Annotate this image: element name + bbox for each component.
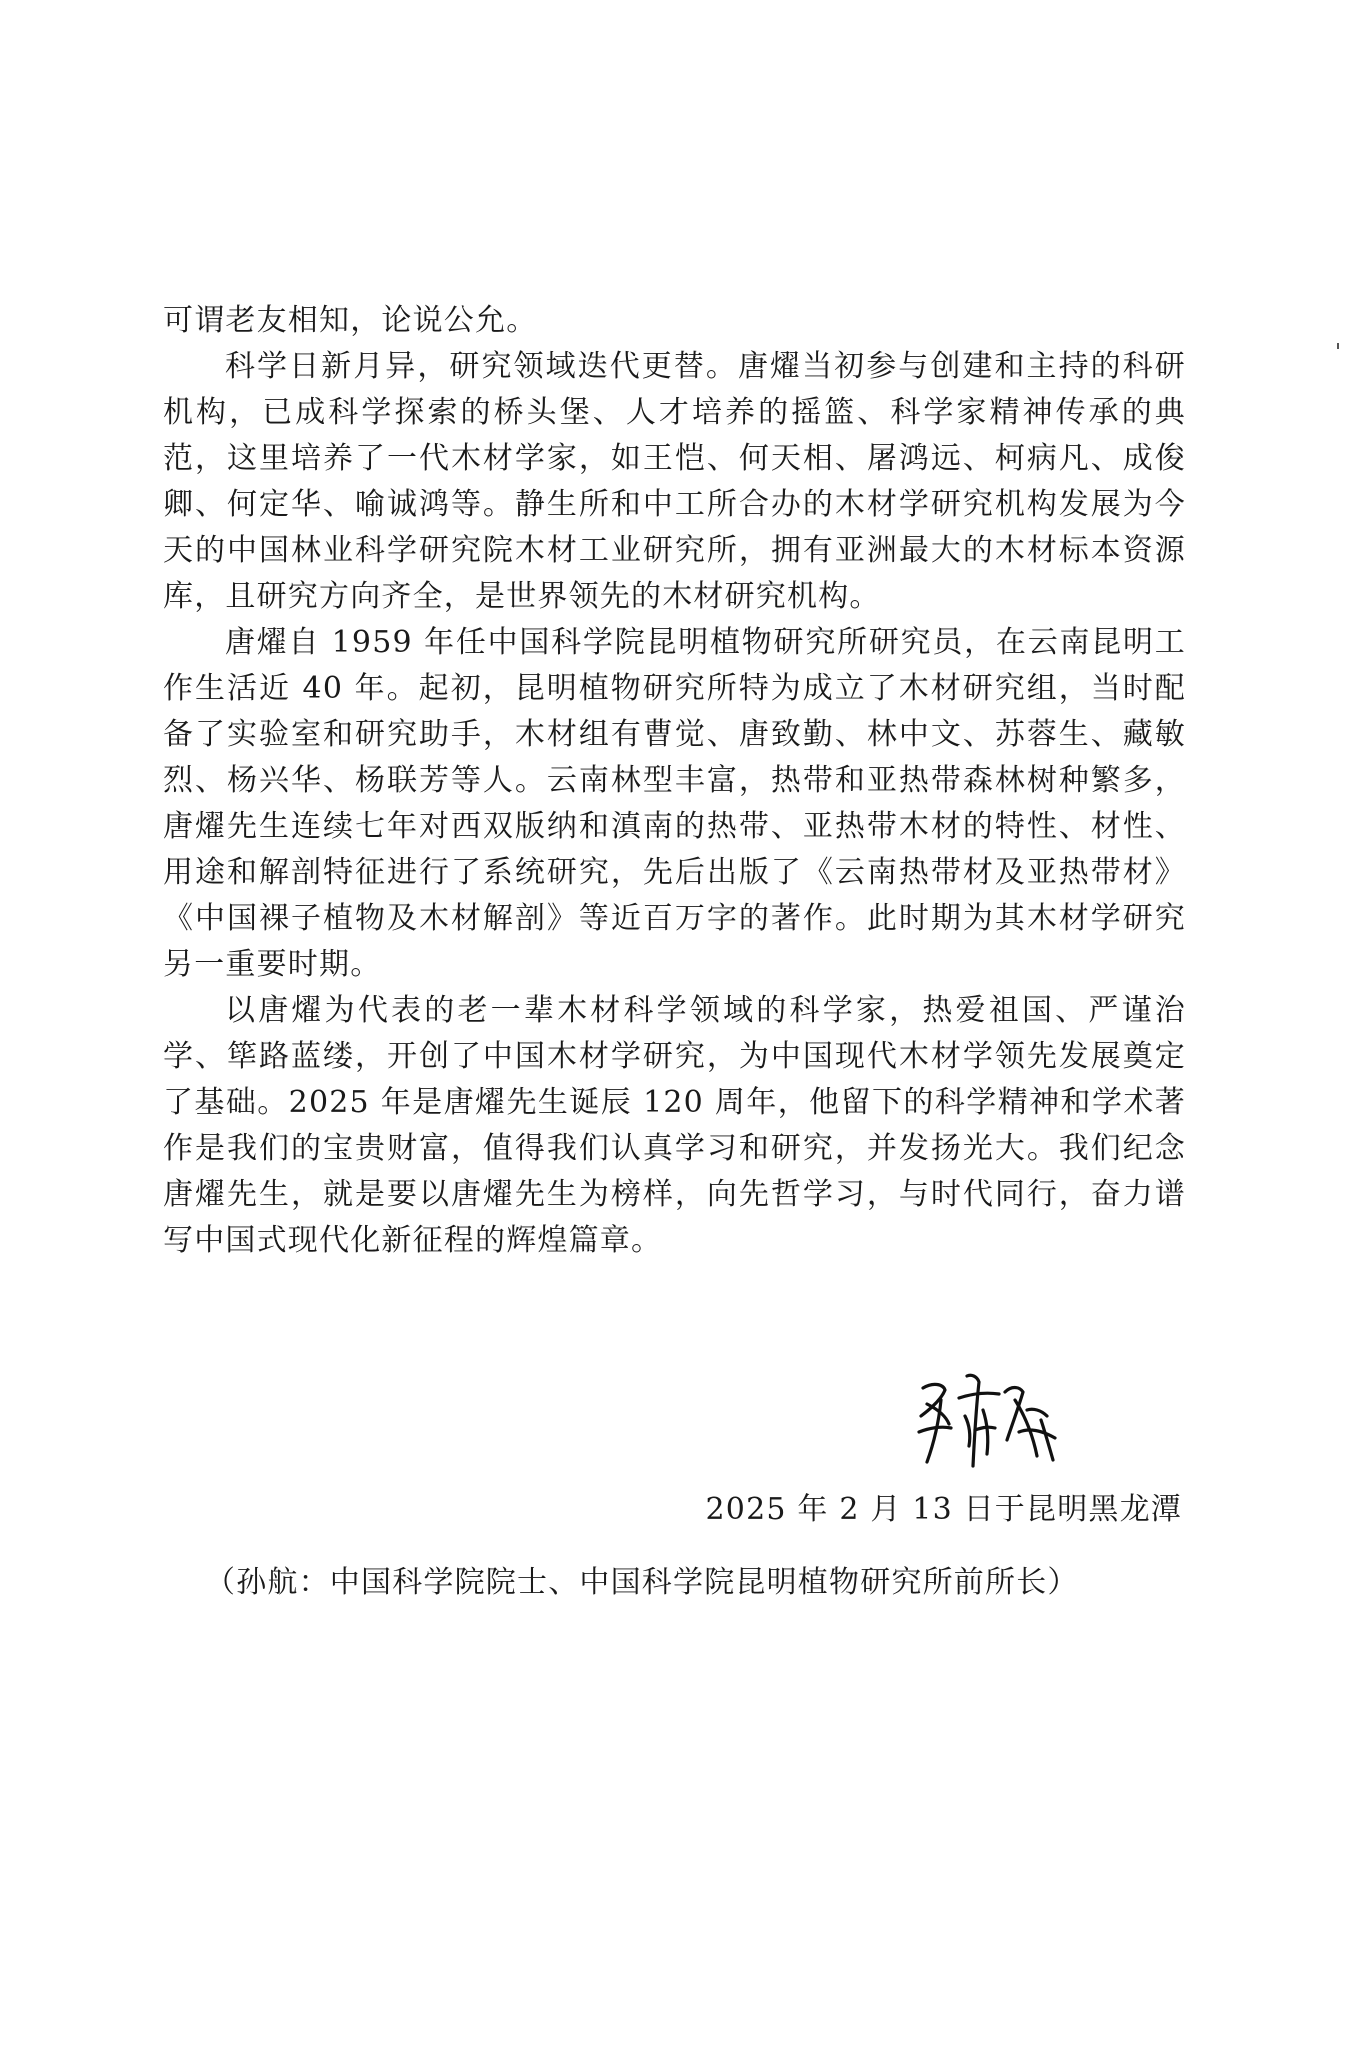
paragraph-continued: 可谓老友相知，论说公允。 bbox=[163, 303, 538, 338]
handwritten-signature bbox=[915, 1370, 1060, 1470]
author-note: （孙航：中国科学院院士、中国科学院昆明植物研究所前所长） bbox=[205, 1565, 1079, 1600]
date-place-line: 2025 年 2 月 13 日于昆明黑龙潭 bbox=[705, 1492, 1182, 1527]
paragraph-legacy: 以唐燿为代表的老一辈木材科学领域的科学家，热爱祖国、严谨治学、筚路蓝缕，开创了中国木材学研究，为中国现代木材学领先发展奠定了基础。2025 年是唐燿先生诞辰 120 周年，他留下的科学精神和学术著作是我们的宝贵财富，值得我们认真学习和研究，并发扬光大。我们纪念唐燿先生，就是要以唐燿先生为榜样，向先哲学习，与时代同行，奋力谱写中国式现代化新征程的辉煌篇章。 bbox=[163, 993, 1186, 1258]
body-text bbox=[163, 298, 1186, 1264]
paragraph-research-institutions: 科学日新月异，研究领域迭代更替。唐燿当初参与创建和主持的科研机构，已成科学探索的桥头堡、人才培养的摇篮、科学家精神传承的典范，这里培养了一代木材学家，如王恺、何天相、屠鸿远、柯病凡、成俊卿、何定华、喻诚鸿等。静生所和中工所合办的木材学研究机构发展为今天的中国林业科学研究院木材工业研究所，拥有亚洲最大的木材标本资源库，且研究方向齐全，是世界领先的木材研究机构。 bbox=[163, 349, 1186, 614]
paragraph-kunming-years: 唐燿自 1959 年任中国科学院昆明植物研究所研究员，在云南昆明工作生活近 40 年。起初，昆明植物研究所特为成立了木材研究组，当时配备了实验室和研究助手，木材组有曹觉、唐致勤、林中文、苏蓉生、藏敏烈、杨兴华、杨联芳等人。云南林型丰富，热带和亚热带森林树种繁多，唐燿先生连续七年对西双版纳和滇南的热带、亚热带木材的特性、材性、用途和解剖特征进行了系统研究，先后出版了《云南热带材及亚热带材》《中国裸子植物及木材解剖》等近百万字的著作。此时期为其木材学研究另一重要时期。 bbox=[163, 625, 1186, 982]
page-edge-mark bbox=[1337, 343, 1339, 349]
